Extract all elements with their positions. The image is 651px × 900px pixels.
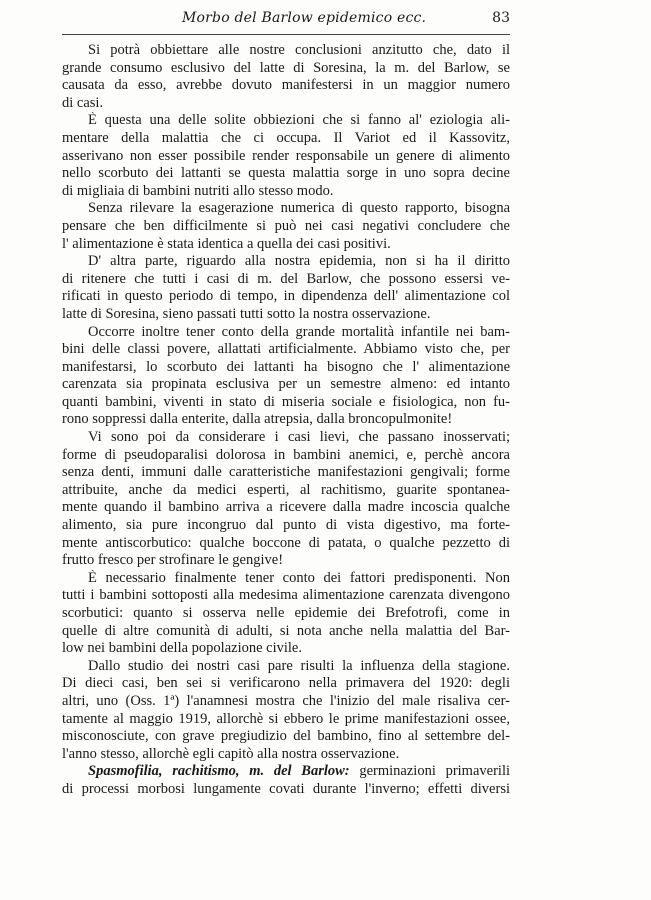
text-line: Si potrà obbiettare alle nostre conclusioni anzitutto che, dato il [88,42,510,58]
running-head: Morbo del Barlow epidemico ecc. [182,10,427,26]
text-line: low nei bambini della popolazione civile. [62,640,302,657]
text-line: misconosciute, con grave pregiudizio del bambino, fino al settembre del- [62,728,510,745]
text-line: nello scorbuto dei lattanti se questa malattia sorge in uno sopra decine [62,165,510,182]
text-line: È necessario finalmente tener conto dei fattori predisponenti. Non [88,569,510,586]
text-line: altri, uno (Oss. 1ª) l'anamnesi mostra che l'inizio del male risaliva cer- [62,692,510,709]
text-line: bini delle classi povere, allattati artificialmente. Abbiamo visto che, per [62,341,510,358]
text-line: frutto fresco per strofinare le gengive! [62,552,284,569]
text-line: Senza rilevare la esagerazione numerica di questo rapporto, bisogna [88,200,510,217]
text-line: di ritenere che tutti i casi di m. del Barlow, che possono essersi ve- [62,270,510,287]
text-line: forme di pseudoparalisi dolorosa in bambini anemici, e, perchè ancora [62,446,510,463]
text-line: quanti bambini, viventi in stato di miseria sociale e fisiologica, non fu- [62,393,510,410]
text-line: alimento, sia pure incongruo dal punto di vista digestivo, ma forte- [62,517,510,534]
text-line: tutti i bambini sottoposti alla medesima alimentazione carenzata divengono [62,587,510,604]
text-line: Di dieci casi, ben sei si verificarono nella primavera del 1920: degli [62,675,510,692]
text-line: di casi. [62,94,104,111]
text-line: D' altra parte, riguardo alla nostra epidemia, non si ha il diritto [88,253,510,270]
text-line: mentare della malattia che ci occupa. Il Variot ed il Kassovitz, [62,129,510,146]
body-text [62,42,510,799]
italic-lead: Spasmofilia, rachitismo, m. del Barlow: [88,763,350,780]
text-line: asserivano non esser possibile render responsabile un genere di alimento [62,147,510,164]
text-line: attribuite, anche da medici esperti, al rachitismo, guarite spontanea- [62,481,510,498]
text-line: Vi sono poi da considerare i casi lievi, che passano inosservati; [88,429,510,446]
text-line: mente antiscorbutico: qualche boccone di patata, o qualche pezzetto di [62,534,510,551]
text-line: causata da esso, avrebbe dovuto manifestersi in un maggior numero [62,77,510,94]
text-line: l' alimentazione è stata identica a quella dei casi positivi. [62,235,391,252]
text-line: latte di Soresina, sieno passati tutti sotto la nostra osservazione. [62,305,431,322]
page-number: 83 [492,10,510,26]
page-header [62,9,510,31]
text-line: grande consumo esclusivo del latte di Soresina, la m. del Barlow, se [62,59,510,76]
line-text: germinazioni primaverili [349,763,510,780]
text-line: carenzata sia propinata esclusiva per un semestre almeno: ed intanto [62,376,510,393]
text-line: tamente al maggio 1919, allorchè si ebbero le prime manifestazioni ossee, [62,710,510,727]
text-line [62,763,510,781]
text-line: rificati in questo periodo di tempo, in dipendenza dell' alimentazione col [62,288,510,305]
text-line: Dallo studio dei nostri casi pare risulti la influenza della stagione. [88,657,510,674]
text-line: rono soppressi dalla enterite, dalla atrepsia, dalla broncopulmonite! [62,411,453,428]
text-line: senza denti, immuni dalle caratteristiche manifestazioni gengivali; forme [62,464,510,481]
text-line: Occorre inoltre tener conto della grande mortalità infantile nei bam- [88,323,510,340]
text-line: mente quando il bambino arriva a ricevere dalla madre incoscia qualche [62,499,510,516]
header-rule [62,34,510,35]
text-line: di migliaia di bambini nutriti allo stesso modo. [62,182,334,199]
text-line: di processi morbosi lungamente covati durante l'inverno; effetti diversi [62,780,510,797]
text-line: pensare che ben difficilmente si può nei casi negativi concludere che [62,217,510,234]
text-line: manifestarsi, lo scorbuto dei lattanti ha bisogno che l' alimentazione [62,358,510,375]
text-line: l'anno stesso, allorchè egli capitò alla nostra osservazione. [62,745,400,762]
text-line: quelle di altre comunità di adulti, si nota anche nella malattia del Bar- [62,622,510,639]
text-line: scorbutici: quanto si osserva nelle epidemie dei Brefotrofi, come in [62,605,510,621]
text-line: È questa una delle solite obbiezioni che si fanno al' eziologia ali- [88,112,510,129]
